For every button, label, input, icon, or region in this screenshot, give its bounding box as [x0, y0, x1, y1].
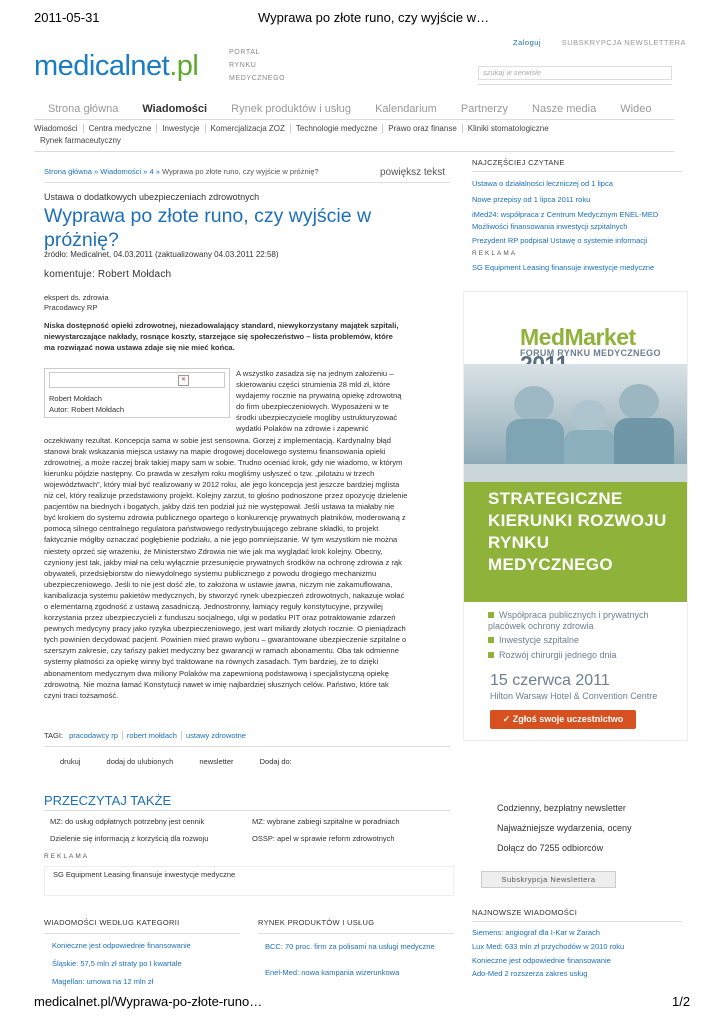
author-photo	[49, 372, 225, 388]
nav-video[interactable]: Wideo	[620, 103, 652, 115]
subnav-item[interactable]: Inwestycje	[157, 124, 205, 133]
crumb-home[interactable]: Strona główna	[44, 167, 92, 176]
search-input[interactable]: szukaj w serwisie	[478, 66, 672, 80]
market-title: RYNEK PRODUKTÓW I USŁUG	[258, 918, 375, 927]
most-read-link[interactable]: Nowe przepisy od 1 lipca 2011 roku	[472, 195, 591, 204]
subnav-item[interactable]: Centra medyczne	[84, 124, 158, 133]
banner-venue: Hilton Warsaw Hotel & Convention Centre	[490, 691, 658, 701]
market-link[interactable]: Enel-Med: nowa kampania wizerunkowa	[265, 968, 400, 977]
tags	[44, 731, 250, 740]
crumb-num[interactable]: 4	[149, 167, 154, 176]
tags-divider	[44, 746, 450, 747]
banner-bullet	[488, 610, 678, 632]
share-button[interactable]: Dodaj do:	[259, 757, 292, 766]
banner-headline: STRATEGICZNE KIERUNKI ROZWOJU RYNKU MEDYCZNEGO	[488, 489, 667, 574]
ad-label: REKLAMA	[44, 853, 90, 860]
newsletter-line: Najważniejsze wydarzenia, oceny	[497, 823, 632, 833]
newest-link[interactable]: Lux Med: 633 mln zł przychodów w 2010 roku	[472, 942, 625, 951]
tags-label: TAGI:	[44, 731, 64, 740]
article-source: źródło: Medicalnet, 04.03.2011 (zaktualizowany 04.03.2011 22:58)	[44, 250, 279, 259]
article-lead: Niska dostępność opieki zdrowotnej, niezadowalający standard, niewykorzystany majątek szpitali, niewystarczające nakłady, rosnące koszty, starzejące się społeczeństwo – lista problemów, które ma rozwiązać nowa ustawa zdaje się nie mieć końca.	[44, 321, 399, 352]
crumb-sep: »	[141, 167, 150, 176]
most-read-link[interactable]: Prezydent RP podpisał Ustawę o systemie informacji	[472, 236, 648, 245]
read-also-link[interactable]: Dzielenie się informacją z korzyścią dla rozwoju	[50, 834, 209, 843]
newsletter-subscribe-button[interactable]: Subskrypcja Newslettera	[481, 871, 616, 888]
tag-link[interactable]: pracodawcy rp	[65, 731, 123, 740]
main-nav	[48, 103, 672, 115]
banner-bullet	[488, 635, 678, 646]
banner-date: 15 czerwca 2011	[490, 672, 610, 689]
subnav-divider	[34, 151, 674, 152]
newest-link[interactable]: Ado-Med 2 rozszerza zakres usług	[472, 969, 588, 978]
portal-tagline	[229, 46, 285, 85]
print-page: 1/2	[672, 994, 691, 1009]
bullet-text: Współpraca publicznych i prywatnych placówek ochrony zdrowia	[488, 610, 649, 631]
categories-divider	[44, 933, 240, 934]
article-body-text: A wszystko zasadza się na jednym założeniu – skierowaniu części strumienia 28 mld zł, które wydajemy rocznie na prywatną opiekę zdrowotną do firm ubezpieczeniowych. Wyposażeni w te środki ubezpieczyciele mogliby ustrukturyzować wydatki Polaków na zdrowie i zapewnić oczekiwany rezultat. Koncepcja sama w sobie jest sensowna. Gorzej z implementacją. Kardynalny błąd stanowi brak wskazania miejsca ustawy na mapie drogowej docelowego systemu finansowania opieki zdrowotnej, a może raczej brak takiej mapy sam w sobie. Trudno oceniać krok, gdy nie wiadomo, w którym kierunku pójdzie następny. Co prawda w zeszłym roku mogliśmy usłyszeć o tzw. „pilotażu w trzech województwach”, który miał być realizowany w 2012 roku, ale jego koncepcja jest jeszcze bardziej mglista niż cel, który realizuje przedstawiony projekt. Kolejny zarzut, to głośno podnoszone przez opozycję dzielenie pacjentów na biednych i bogatych, jakby dziś ten podział już nie występował. Jeśli ustawa ta miałaby nie być krokiem do systemu zdrowia publicznego opartego o konkurencję prywatnych płatników, moderowaną z pomocą silnego centralnego regulatora państwowego redystrybuującego zebrane składki, to projekt faktycznie mógłby oznaczać pogłębienie podziału, a nie jego pomniejszanie. W tym wszystkim nie można niestety oprzeć się wrażeniu, że Ministerstwo Zdrowia nie wie jak ma wyglądać krok kolejny. Obecny, czyniony jest tak, jakby miał na celu wyłącznie przesunięcie prywatnych środków na ochronę zdrowia z rąk obywateli, przedsiębiorstw do niewydolnego systemu publicznego z powodu drogiego mechanizmu ubezpieczeniowego. Jeśli to nie jest dość złe, to założona w ustawie jawna, niczym nie zakamuflowana, kanibalizacja systemu pakietów medycznych, by stworzyć rynek ubezpieczeń zdrowotnych, nakazuje wołać o elementarną zgodność z ustawą zasadniczą. Jednostronny, łamiący reguły konstytucyjne, przywilej korzystania przez ubezpieczycieli z funduszu socjalnego, ulgi w podatku PIT oraz potraktowanie zdarzeń pewnych medycyny pracy jako ryzyka ubezpieczeniowego, jest wart miliardy złotych rocznie. O pieniądzach tych powinien decydować pacjent. Powinien mieć prawo wyboru – gwarantowane ubezpieczenie szpitalne o szerszym zakresie, czy tańszy pakiet medyczny bez gwarancji w ramach abonamentu. Oba tak odmienne systemy płatności za opiekę winny być traktowane na równych zasadach. Tym bardziej, że to dzięki abonamentom medycznym dwa miliony Polaków ma zapewnioną podstawową i specjalistyczną opiekę zdrowotną. Nie można łamać Konstytucji nawet w imię najbardziej słusznych celów. Państwo, które tak czyni traci tożsamość.	[44, 369, 408, 700]
expert-role: ekspert ds. zdrowia	[44, 293, 109, 302]
author-label: Autor: Robert Mołdach	[49, 405, 125, 414]
tag-link[interactable]: robert mołdach	[123, 731, 182, 740]
login-link[interactable]: Zaloguj	[513, 38, 542, 47]
expert-org: Pracodawcy RP	[44, 303, 98, 312]
bullet-text: Inwestycje szpitalne	[499, 635, 580, 645]
nav-home[interactable]: Strona główna	[48, 103, 119, 115]
subnav-item[interactable]: Kliniki stomatologiczne	[467, 124, 549, 133]
crumb-sep: »	[91, 167, 101, 176]
banner-bullet	[488, 650, 678, 661]
ad-leasing[interactable]: SG Equipment Leasing finansuje inwestycje medyczne	[44, 866, 454, 896]
author-name: Robert Mołdach	[49, 394, 102, 403]
tag-link[interactable]: ustawy zdrowotne	[185, 731, 246, 740]
print-url: medicalnet.pl/Wyprawa-po-złote-runo…	[34, 994, 263, 1009]
subnav-item[interactable]: Prawo oraz finanse	[383, 124, 462, 133]
nav-calendar[interactable]: Kalendarium	[375, 103, 437, 115]
newest-link[interactable]: Siemens: angiograf dla I-Kar w Żarach	[472, 928, 600, 937]
search-underline	[478, 84, 672, 85]
category-link[interactable]: Magellan: umowa na 12 mln zł	[52, 977, 154, 986]
crumb-divider	[44, 182, 450, 183]
print-date: 2011-05-31	[34, 10, 100, 25]
top-links	[513, 38, 686, 47]
bullet-square-icon	[488, 652, 494, 658]
newest-divider	[472, 921, 682, 922]
print-button[interactable]: drukuj	[60, 757, 81, 766]
site-logo[interactable]	[34, 50, 198, 83]
subnav-item[interactable]: Komercjalizacja ZOZ	[206, 124, 291, 133]
article-commentator: komentuje: Robert Mołdach	[44, 269, 172, 280]
logo-suffix: .pl	[169, 50, 199, 82]
nav-partners[interactable]: Partnerzy	[460, 103, 508, 115]
article-expert	[44, 293, 109, 313]
breadcrumb	[44, 167, 319, 176]
category-link[interactable]: Konieczne jest odpowiednie finansowanie	[52, 941, 191, 950]
crumb-sep: »	[153, 167, 162, 176]
bullet-square-icon	[488, 612, 494, 618]
ad-label: REKLAMA	[472, 250, 518, 257]
most-read-link[interactable]: iMed24: współpraca z Centrum Medycznym ENEL-MED	[472, 210, 659, 219]
portal-line: MEDYCZNEGO	[229, 75, 286, 82]
newest-link[interactable]: Konieczne jest odpowiednie finansowanie	[472, 956, 611, 965]
subnav-item[interactable]: Rynek farmaceutyczny	[40, 136, 121, 145]
ad-link[interactable]: SG Equipment Leasing finansuje inwestycje medyczne	[472, 263, 655, 272]
read-also-link[interactable]: OSSP: apel w sprawie reform zdrowotnych	[252, 834, 395, 843]
article-tools	[60, 757, 316, 766]
portal-line: RYNKU	[229, 62, 257, 69]
nav-market[interactable]: Rynek produktów i usług	[231, 103, 351, 115]
read-also-link[interactable]: MZ: do usług odpłatnych potrzebny jest cennik	[50, 817, 205, 826]
banner-photo	[464, 364, 688, 482]
enlarge-text-button[interactable]: powiększ tekst	[380, 167, 446, 178]
subnav-item[interactable]: Wiadomości	[34, 124, 84, 133]
most-read-divider	[472, 171, 682, 172]
sub-nav	[34, 123, 634, 147]
bullet-square-icon	[488, 637, 494, 643]
author-box	[44, 368, 230, 418]
banner-forum: FORUM RYNKU MEDYCZNEGO	[520, 348, 661, 358]
nav-media[interactable]: Nasze media	[532, 103, 597, 115]
print-title: Wyprawa po złote runo, czy wyjście w…	[258, 10, 490, 25]
author-caption	[49, 393, 124, 415]
banner-brand-name: MedMarket	[520, 324, 636, 350]
most-read-link[interactable]: Możliwości finansowania inwestycji szpitalnych	[472, 222, 628, 231]
medmarket-banner[interactable]	[463, 291, 688, 741]
crumb-news[interactable]: Wiadomości	[100, 167, 142, 176]
read-also-title: PRZECZYTAJ TAKŻE	[44, 793, 172, 808]
category-link[interactable]: Śląskie: 57,5 mln zł straty po I kwartale	[52, 959, 182, 968]
most-read-link[interactable]: Ustawa o działalności leczniczej od 1 lipca	[472, 179, 613, 188]
portal-line: PORTAL	[229, 49, 260, 56]
market-link[interactable]: BCC: 70 proc. firm za polisami na usługi medyczne	[265, 942, 435, 951]
read-also-divider	[44, 810, 450, 811]
newest-title: NAJNOWSZE WIADOMOŚCI	[472, 908, 578, 917]
register-button[interactable]: ✓ Zgłoś swoje uczestnictwo	[490, 710, 636, 729]
newsletter-subscribe-link[interactable]: SUBSKRYPCJA NEWSLETTERA	[561, 38, 687, 47]
logo-main: medicalnet	[34, 50, 170, 82]
favorite-button[interactable]: dodaj do ulubionych	[106, 757, 174, 766]
nav-news[interactable]: Wiadomości	[142, 103, 208, 115]
bullet-text: Rozwój chirurgii jednego dnia	[499, 650, 617, 660]
article-kicker: Ustawa o dodatkowych ubezpieczeniach zdrowotnych	[44, 192, 260, 202]
newsletter-line: Dołącz do 7255 odbiorców	[497, 843, 604, 853]
most-read-title: NAJCZĘŚCIEJ CZYTANE	[472, 158, 565, 167]
categories-title: WIADOMOŚCI WEDŁUG KATEGORII	[44, 918, 180, 927]
newsletter-button[interactable]: newsletter	[199, 757, 234, 766]
read-also-link[interactable]: MZ: wybrane zabiegi szpitalne w poradniach	[252, 817, 400, 826]
broken-image-icon: ✕	[178, 375, 189, 386]
crumb-current: Wyprawa po złote runo, czy wyjście w próżnię?	[162, 167, 319, 176]
subnav-item[interactable]: Technologie medyczne	[291, 124, 383, 133]
market-divider	[258, 933, 454, 934]
nav-divider	[34, 119, 674, 120]
newsletter-line: Codzienny, bezpłatny newsletter	[497, 803, 626, 813]
article-title: Wyprawa po złote runo, czy wyjście w próżnię?	[44, 205, 372, 251]
